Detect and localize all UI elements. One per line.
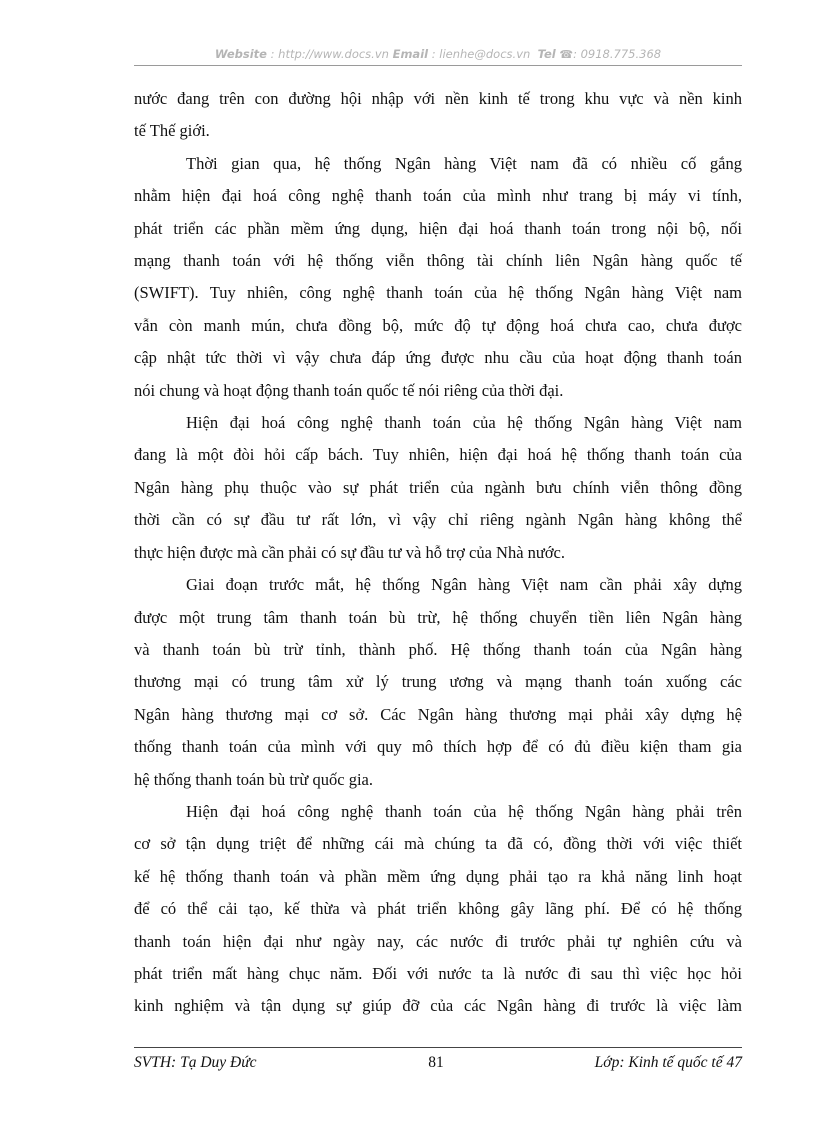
paragraph-line: kế hệ thống thanh toán và phần mềm ứng dụng phải tạo ra khả năng linh hoạt — [134, 866, 742, 886]
footer-student: SVTH: Tạ Duy Đức — [134, 1054, 257, 1071]
email-separator: : — [428, 47, 440, 61]
paragraph-line: (SWIFT). Tuy nhiên, công nghệ thanh toán của hệ thống Ngân hàng Việt nam — [134, 283, 742, 303]
paragraph-line: vẫn còn manh mún, chưa đồng bộ, mức độ tự động hoá chưa cao, chưa được — [134, 315, 742, 335]
paragraph-line: nói chung và hoạt động thanh toán quốc tế nói riêng của thời đại. — [134, 380, 564, 400]
paragraph-line: Giai đoạn trước mắt, hệ thống Ngân hàng Việt nam cần phải xây dựng — [186, 575, 742, 595]
website-label: Website — [214, 47, 267, 61]
header-divider — [134, 65, 742, 66]
footer-divider — [134, 1047, 742, 1048]
paragraph-line: cơ sở tận dụng triệt để những cái mà chúng ta đã có, đồng thời với việc thiết — [134, 834, 742, 854]
tel-number: : 0918.775.368 — [573, 47, 662, 61]
phone-icon: ☎ — [559, 48, 574, 61]
paragraph-line: mạng thanh toán với hệ thống viễn thông tài chính liên Ngân hàng quốc tế — [134, 251, 742, 271]
tel-label: Tel — [537, 47, 556, 61]
paragraph-line: thanh toán hiện đại như ngày nay, các nước đi trước phải tự nghiên cứu và — [134, 931, 742, 951]
paragraph-line: Hiện đại hoá công nghệ thanh toán của hệ thống Ngân hàng Việt nam — [186, 413, 742, 433]
page-header — [134, 47, 742, 61]
paragraph-line: nhằm hiện đại hoá công nghệ thanh toán của mình như trang bị máy vi tính, — [134, 186, 742, 206]
email-label: Email — [392, 47, 429, 61]
paragraph-line: tế Thế giới. — [134, 121, 210, 141]
paragraph-line: Ngân hàng phụ thuộc vào sự phát triển của ngành bưu chính viễn thông đồng — [134, 477, 742, 497]
website-url[interactable]: http://www.docs.vn — [278, 47, 389, 61]
paragraph-line: được một trung tâm thanh toán bù trừ, hệ thống chuyển tiền liên Ngân hàng — [134, 607, 742, 627]
paragraph-line: và thanh toán bù trừ tỉnh, thành phố. Hệ thống thanh toán của Ngân hàng — [134, 639, 742, 659]
footer-page-number: 81 — [428, 1054, 444, 1071]
paragraph-line: phát triển các phần mềm ứng dụng, hiện đại hoá thanh toán trong nội bộ, nối — [134, 218, 742, 238]
paragraph-line: hệ thống thanh toán bù trừ quốc gia. — [134, 769, 373, 789]
paragraph-line: thương mại có trung tâm xử lý trung ương và mạng thanh toán xuống các — [134, 672, 742, 692]
paragraph-line: kinh nghiệm và tận dụng sự giúp đỡ của các Ngân hàng đi trước là việc làm — [134, 996, 742, 1016]
website-separator: : — [266, 47, 279, 61]
paragraph-line: Thời gian qua, hệ thống Ngân hàng Việt nam đã có nhiều cố gắng — [186, 153, 742, 173]
email-address[interactable]: lienhe@docs.vn — [439, 47, 531, 61]
paragraph-line: đang là một đòi hỏi cấp bách. Tuy nhiên, hiện đại hoá hệ thống thanh toán của — [134, 445, 742, 465]
footer-class: Lớp: Kinh tế quốc tế 47 — [594, 1054, 742, 1071]
paragraph-line: thời cần có sự đầu tư rất lớn, vì vậy chỉ riêng ngành Ngân hàng không thể — [134, 510, 742, 530]
paragraph-line: cập nhật tức thời vì vậy chưa đáp ứng được nhu cầu của hoạt động thanh toán — [134, 348, 742, 368]
paragraph-line: thực hiện được mà cần phải có sự đầu tư và hỗ trợ của Nhà nước. — [134, 542, 566, 562]
paragraph-line: phát triển mất hàng chục năm. Đối với nước ta là nước đi sau thì việc học hỏi — [134, 963, 742, 983]
paragraph-line: nước đang trên con đường hội nhập với nền kinh tế trong khu vực và nền kinh — [134, 89, 742, 108]
paragraph-line: Ngân hàng thương mại cơ sở. Các Ngân hàng thương mại phải xây dựng hệ — [134, 704, 742, 724]
paragraph-line: thống thanh toán của mình với quy mô thích hợp để có đủ điều kiện tham gia — [134, 737, 742, 757]
paragraph-line: để có thể cải tạo, kế thừa và phát triển không gây lãng phí. Để có hệ thống — [134, 899, 742, 919]
paragraph-line: Hiện đại hoá công nghệ thanh toán của hệ thống Ngân hàng phải trên — [186, 801, 742, 821]
document-body — [134, 83, 742, 1023]
